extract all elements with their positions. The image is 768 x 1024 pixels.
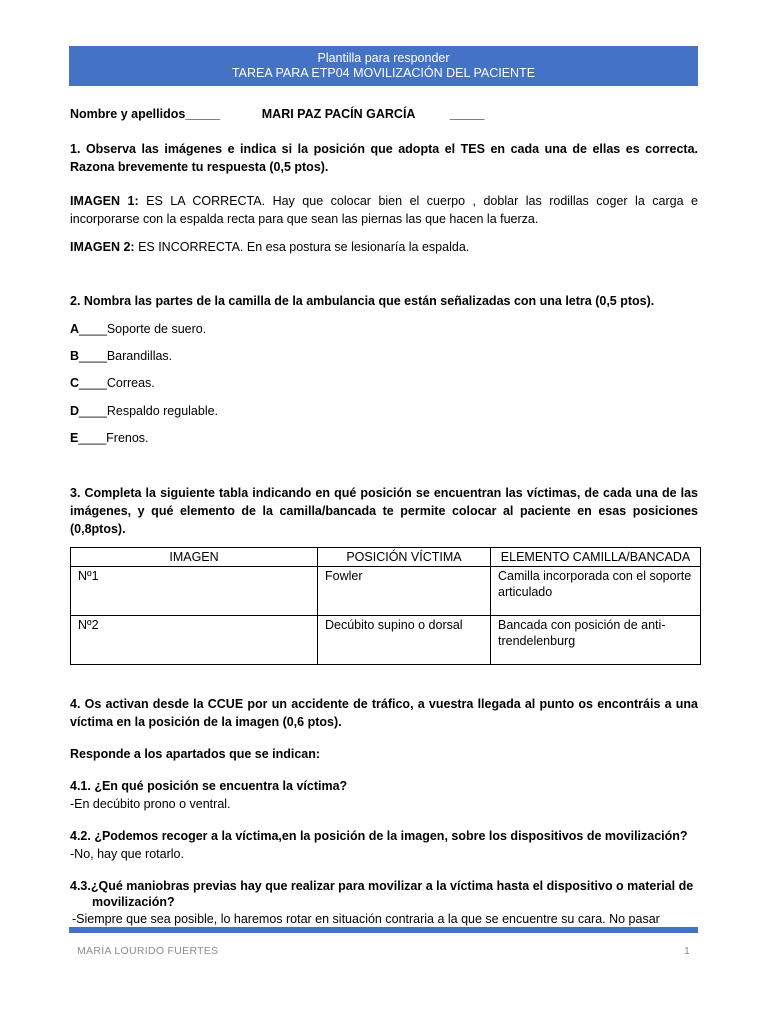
table-cell: Decúbito supino o dorsal — [318, 616, 491, 665]
q2-text-c: Correas. — [106, 376, 155, 390]
table-cell: Nº1 — [71, 567, 318, 616]
table-cell: Fowler — [318, 567, 491, 616]
q4-question: 4. Os activan desde la CCUE por un accidente de tráfico, a vuestra llegada al punto os encontráis a una víctima en la posición de la imagen (0,6 ptos). — [70, 697, 698, 729]
q4-3-answer: -Siempre que sea posible, lo haremos rotar en situación contraria a la que se encuentre su cara. No pasar — [72, 912, 660, 926]
page-number: 1 — [684, 945, 690, 957]
student-name: MARI PAZ PACÍN GARCÍA — [261, 107, 416, 121]
q2-text-e: Frenos. — [106, 431, 149, 445]
q2-item-a — [70, 320, 698, 338]
q2-text-a: Soporte de suero. — [106, 322, 207, 336]
name-trail: _____ — [449, 107, 485, 121]
q2-letter-e: E — [70, 431, 79, 445]
q1-img2-label: IMAGEN 2: — [70, 240, 135, 254]
q2-blank-c: ____ — [79, 376, 107, 390]
header-line-1: Plantilla para responder — [317, 51, 450, 65]
q4-3-question-line-2: movilización? — [92, 895, 175, 909]
q1-img2-text: ES INCORRECTA. En esa postura se lesionaría la espalda. — [134, 240, 470, 254]
q4-intro: Responde a los apartados que se indican: — [70, 747, 321, 761]
table-header-cell: IMAGEN — [71, 548, 318, 567]
q4-2-answer: -No, hay que rotarlo. — [70, 847, 184, 861]
q2-letter-d: D — [70, 404, 80, 418]
table-header-cell: POSICIÓN VÍCTIMA — [318, 548, 491, 567]
q2-item-c — [70, 374, 698, 392]
table-row — [71, 616, 701, 665]
footer-rule — [69, 927, 698, 933]
q4-2-question: 4.2. ¿Podemos recoger a la víctima,en la posición de la imagen, sobre los dispositivos de movilización? — [70, 829, 688, 843]
q2-blank-b: ____ — [79, 349, 107, 363]
q2-blank-a: ____ — [79, 322, 107, 336]
document-header — [69, 46, 698, 86]
q2-question: 2. Nombra las partes de la camilla de la ambulancia que están señalizadas con una letra (0,5 ptos). — [70, 294, 655, 308]
table-cell: Nº2 — [71, 616, 318, 665]
q1-answer-1 — [70, 192, 698, 228]
name-label: Nombre y apellidos_____ — [70, 107, 221, 121]
table-row — [71, 567, 701, 616]
name-row — [70, 105, 485, 123]
positions-table — [70, 547, 701, 665]
q2-text-b: Barandillas. — [106, 349, 173, 363]
q2-blank-d: ____ — [79, 404, 107, 418]
q4-3-question-line-1: 4.3.¿Qué maniobras previas hay que realizar para movilizar a la víctima hasta el dispositivo o material de — [70, 879, 694, 893]
table-cell: Camilla incorporada con el soporte articulado — [491, 567, 701, 616]
q2-blank-e: ____ — [78, 431, 107, 445]
table-header-cell: ELEMENTO CAMILLA/BANCADA — [491, 548, 701, 567]
q4-1-answer: -En decúbito prono o ventral. — [70, 797, 231, 811]
q2-item-d — [70, 402, 698, 420]
q2-letter-c: C — [70, 376, 80, 390]
q1-img1-text: ES LA CORRECTA. Hay que colocar bien el cuerpo , doblar las rodillas coger la carga e incorporarse con la espalda recta para que sean las piernas las que hacen la fuerza. — [70, 194, 699, 226]
q1-question: 1. Observa las imágenes e indica si la posición que adopta el TES en cada una de ellas es correcta. Razona brevemente tu respuesta (0,5 ptos). — [70, 142, 698, 174]
q4-1-question: 4.1. ¿En qué posición se encuentra la víctima? — [70, 779, 348, 793]
q2-text-d: Respaldo regulable. — [106, 404, 219, 418]
q1-img1-label: IMAGEN 1: — [70, 194, 139, 208]
q1-answer-2 — [70, 238, 698, 256]
q2-item-e — [70, 429, 698, 447]
q2-item-b — [70, 347, 698, 365]
table-header-row — [71, 548, 701, 567]
q2-letter-b: B — [70, 349, 80, 363]
footer-author: MARÍA LOURIDO FUERTES — [77, 945, 219, 957]
q3-question: 3. Completa la siguiente tabla indicando en qué posición se encuentran las víctimas, de cada una de las imágenes, y qué elemento de la camilla/bancada te permite colocar al paciente en esas posiciones (0,8ptos). — [70, 486, 698, 536]
q2-letter-a: A — [70, 322, 80, 336]
table-cell: Bancada con posición de anti-trendelenburg — [491, 616, 701, 665]
header-line-2: TAREA PARA ETP04 MOVILIZACIÓN DEL PACIENTE — [231, 66, 536, 80]
